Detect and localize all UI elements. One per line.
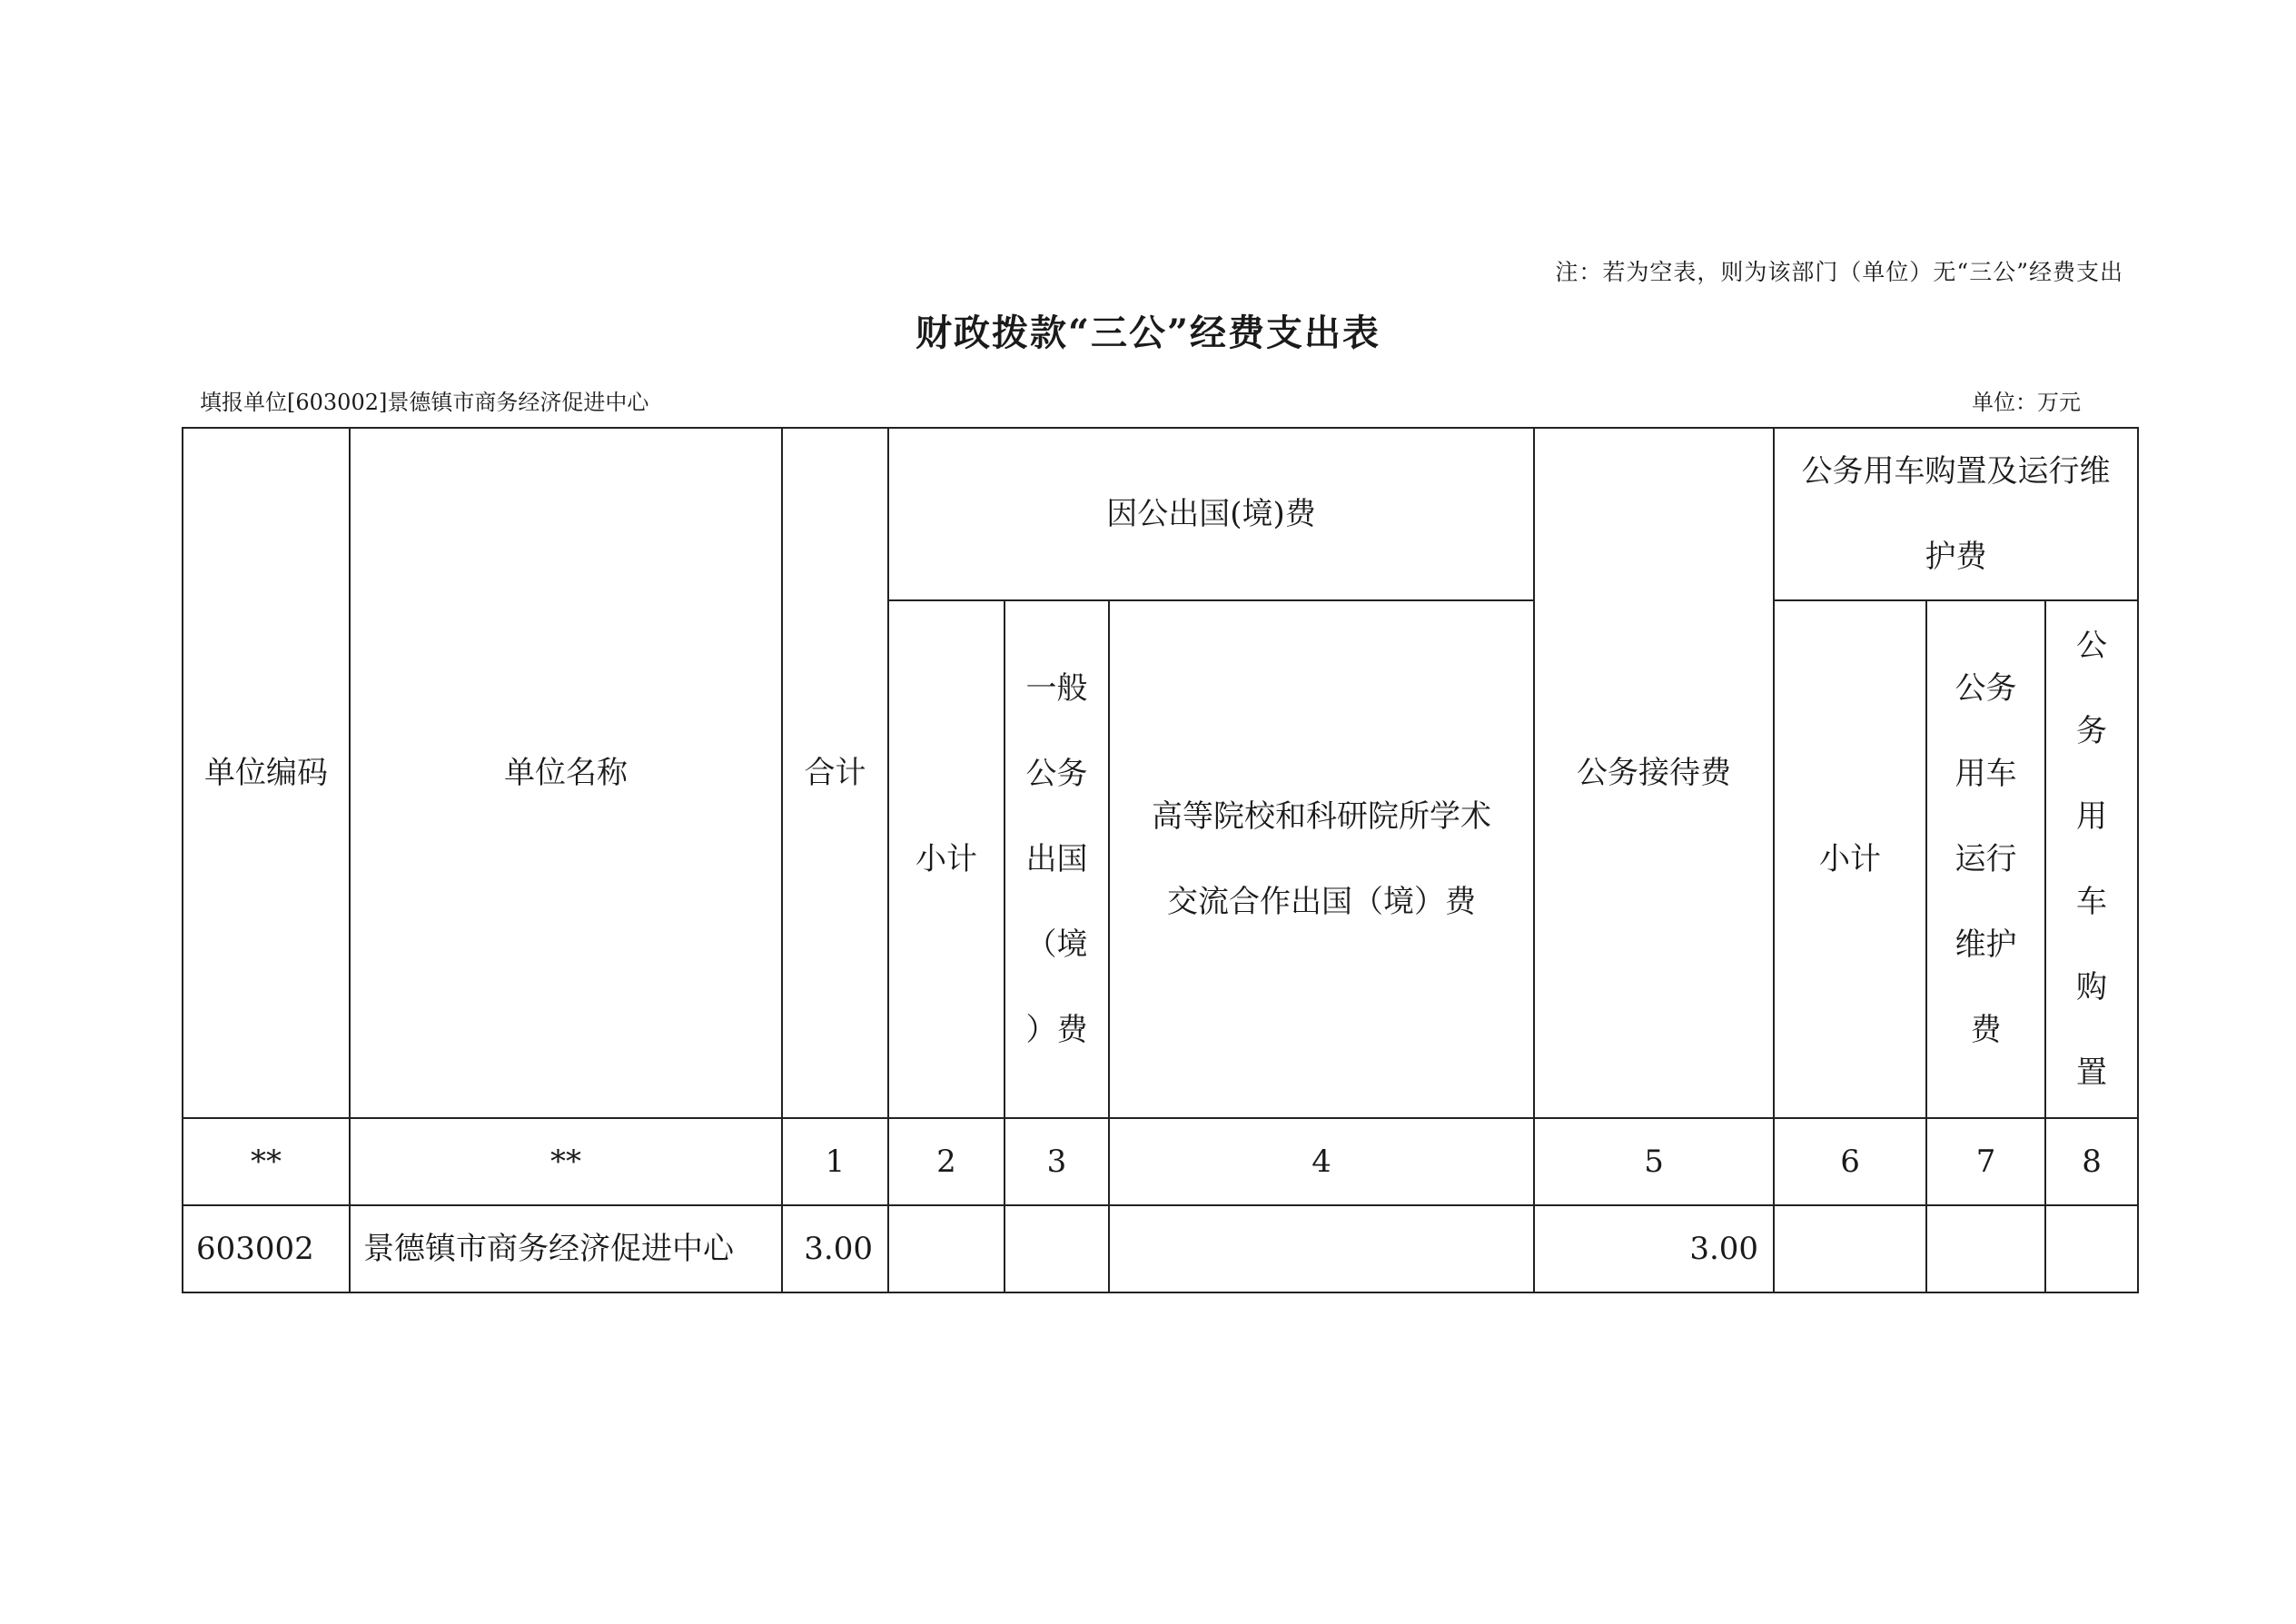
- header-code: 单位编码: [183, 428, 350, 1118]
- cell-abroad-subtotal: [888, 1205, 1004, 1292]
- header-vehicle-subtotal: 小计: [1774, 600, 1926, 1118]
- index-cell: 6: [1774, 1118, 1926, 1205]
- currency-unit: 单位：万元: [1972, 390, 2081, 415]
- index-cell: 1: [782, 1118, 888, 1205]
- table-row: [183, 1205, 2138, 1292]
- header-abroad-general: 一般 公务 出国 （境 ）费: [1004, 600, 1109, 1118]
- index-row: [183, 1118, 2138, 1205]
- index-cell: 8: [2045, 1118, 2138, 1205]
- page-title: 财政拨款“三公”经费支出表: [915, 312, 1381, 354]
- cell-name: 景德镇市商务经济促进中心: [350, 1205, 782, 1292]
- index-cell: 4: [1109, 1118, 1534, 1205]
- header-abroad: 因公出国(境)费: [888, 428, 1534, 600]
- header-total: 合计: [782, 428, 888, 1118]
- index-cell: 7: [1926, 1118, 2045, 1205]
- header-reception: 公务接待费: [1534, 428, 1774, 1118]
- index-cell: **: [183, 1118, 350, 1205]
- expense-table: [182, 427, 2139, 1293]
- cell-vehicle-operation: [1926, 1205, 2045, 1292]
- cell-vehicle-subtotal: [1774, 1205, 1926, 1292]
- index-cell: **: [350, 1118, 782, 1205]
- header-abroad-subtotal: 小计: [888, 600, 1004, 1118]
- index-cell: 5: [1534, 1118, 1774, 1205]
- header-name: 单位名称: [350, 428, 782, 1118]
- filler-unit: 填报单位[603002]景德镇市商务经济促进中心: [200, 390, 649, 415]
- cell-abroad-general: [1004, 1205, 1109, 1292]
- cell-total: 3.00: [782, 1205, 888, 1292]
- header-vehicle-operation: 公务 用车 运行 维护 费: [1926, 600, 2045, 1118]
- header-vehicle-purchase: 公 务 用 车 购 置: [2045, 600, 2138, 1118]
- index-cell: 2: [888, 1118, 1004, 1205]
- index-cell: 3: [1004, 1118, 1109, 1205]
- cell-vehicle-purchase: [2045, 1205, 2138, 1292]
- header-abroad-academic: 高等院校和科研院所学术 交流合作出国（境）费: [1109, 600, 1534, 1118]
- header-vehicle: 公务用车购置及运行维 护费: [1774, 428, 2138, 600]
- cell-code: 603002: [183, 1205, 350, 1292]
- table-note: 注：若为空表，则为该部门（单位）无“三公”经费支出: [1555, 259, 2123, 285]
- cell-abroad-academic: [1109, 1205, 1534, 1292]
- cell-reception: 3.00: [1534, 1205, 1774, 1292]
